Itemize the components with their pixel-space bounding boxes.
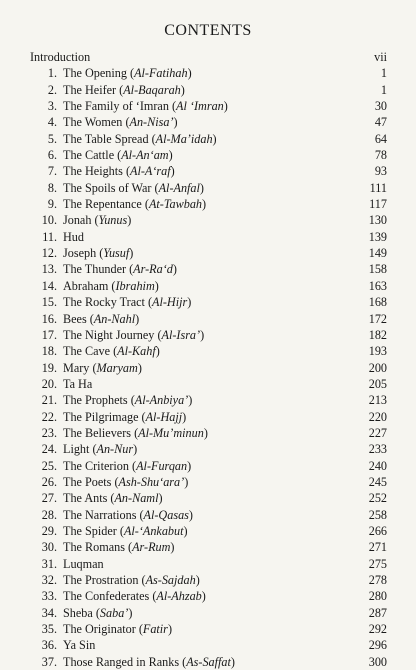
toc-entry-row: [30, 360, 387, 376]
entry-name: The Narrations: [63, 507, 137, 522]
entry-number: 12.: [41, 246, 57, 261]
entry-title: [63, 425, 363, 441]
entry-page-number: 245: [368, 474, 387, 489]
entry-transliteration: (Ar-Ra‘d): [126, 262, 177, 277]
entry-transliteration: (As-Saffat): [179, 654, 235, 669]
transliteration-text: Al-Hajj: [145, 409, 183, 424]
entry-title: [63, 539, 363, 555]
entry-name: Luqman: [63, 556, 104, 571]
entry-page-number: 292: [368, 622, 387, 637]
transliteration-text: Al-Qasas: [143, 507, 189, 522]
transliteration-text: Al-Hijr: [152, 295, 188, 310]
entry-page-number: 258: [368, 507, 387, 522]
entry-name: The Spoils of War: [63, 180, 152, 195]
entry-title: [63, 556, 363, 572]
entry-page-number: 111: [369, 180, 387, 195]
entry-page-number: 193: [368, 344, 387, 359]
entry-page-number: 271: [368, 540, 387, 555]
entry-number: 19.: [41, 360, 57, 375]
entry-name: The Opening: [63, 66, 127, 81]
entry-name: The Spider: [63, 523, 117, 538]
entry-number: 35.: [41, 622, 57, 637]
entry-number: 14.: [41, 278, 57, 293]
entry-number: 13.: [41, 262, 57, 277]
transliteration-text: Al-Furqan: [136, 458, 188, 473]
entry-transliteration: (An-Nur): [89, 442, 138, 457]
transliteration-text: An-Nur: [96, 442, 134, 457]
entry-transliteration: (At-Tawbah): [141, 197, 207, 212]
entry-page-number: 287: [368, 605, 387, 620]
entry-number: 16.: [41, 311, 57, 326]
entry-transliteration: (Al-An‘am): [114, 148, 173, 163]
entry-number: 8.: [47, 180, 57, 195]
entry-title: [63, 523, 363, 539]
entry-transliteration: (Al-Kahf): [110, 344, 160, 359]
entry-name: The Rocky Tract: [63, 295, 145, 310]
entry-page-number: 163: [368, 278, 387, 293]
entry-name: The Criterion: [63, 458, 129, 473]
intro-title: Introduction: [30, 50, 91, 64]
transliteration-text: Al-Isra’: [161, 327, 201, 342]
transliteration-text: An-Naml: [114, 491, 159, 506]
transliteration-text: Ar-Ra‘d: [133, 262, 173, 277]
toc-entry-row: [30, 556, 387, 572]
entry-page-number: 200: [368, 360, 387, 375]
toc-entry-row: [30, 82, 387, 98]
entry-page-number: 213: [368, 393, 387, 408]
entry-transliteration: (An-Nisa’): [122, 115, 178, 130]
entry-number: 5.: [47, 131, 57, 146]
entry-title: [63, 261, 363, 277]
transliteration-text: Ash-Shu‘ara’: [118, 474, 185, 489]
transliteration-text: Al-An‘am: [121, 148, 169, 163]
entry-name: The Pilgrimage: [63, 409, 139, 424]
entry-title: [63, 212, 363, 228]
transliteration-text: Al-Ma’idah: [155, 131, 213, 146]
entry-title: [63, 474, 363, 490]
toc-entry-row: [30, 261, 387, 277]
entry-name: The Women: [63, 115, 123, 130]
toc-entry-row: [30, 98, 387, 114]
entry-page-number: 64: [374, 131, 387, 146]
entry-page-number: 139: [368, 229, 387, 244]
toc-entry-row: [30, 278, 387, 294]
transliteration-text: Al-Kahf: [117, 344, 156, 359]
toc-entry-row: [30, 409, 387, 425]
entry-number: 36.: [41, 638, 57, 653]
intro-page-number: vii: [374, 50, 387, 64]
entry-page-number: 168: [368, 295, 387, 310]
transliteration-text: Al-A‘raf: [130, 164, 171, 179]
transliteration-text: Al-Fatihah: [134, 66, 188, 81]
entry-number: 4.: [47, 115, 57, 130]
entry-number: 17.: [41, 327, 57, 342]
entry-number: 31.: [41, 556, 57, 571]
entry-number: 34.: [41, 605, 57, 620]
entry-title: [63, 621, 363, 637]
toc-entry-row: [30, 425, 387, 441]
entry-number: 27.: [41, 491, 57, 506]
entry-number: 22.: [41, 409, 57, 424]
entry-number: 3.: [47, 99, 57, 114]
entry-page-number: 149: [368, 246, 387, 261]
table-of-contents: [30, 49, 387, 670]
toc-entry-row: [30, 654, 387, 670]
entry-transliteration: (Al-Furqan): [129, 458, 192, 473]
entry-page-number: 78: [374, 148, 387, 163]
entry-page-number: 182: [368, 327, 387, 342]
entry-transliteration: (Al-Anfal): [151, 180, 204, 195]
transliteration-text: Ibrahim: [115, 278, 155, 293]
entry-title: [63, 147, 363, 163]
transliteration-text: Yusuf: [103, 246, 130, 261]
entry-number: 10.: [41, 213, 57, 228]
transliteration-text: Al ‘Imran: [176, 99, 224, 114]
entry-name: The Repentance: [63, 197, 142, 212]
entry-title: [63, 311, 363, 327]
entry-title: [63, 572, 363, 588]
toc-entry-row: [30, 605, 387, 621]
transliteration-text: An-Nahl: [93, 311, 136, 326]
entry-title: [63, 180, 363, 196]
transliteration-text: As-Sajdah: [145, 573, 196, 587]
entry-title: [63, 131, 363, 147]
entry-transliteration: (Al-Ma’idah): [148, 131, 217, 146]
entry-transliteration: (Al-Ahzab): [149, 589, 206, 604]
entry-page-number: 266: [368, 523, 387, 538]
toc-entry-row: [30, 458, 387, 474]
entry-title: [63, 458, 363, 474]
entry-page-number: 227: [368, 425, 387, 440]
entry-name: Abraham: [63, 278, 109, 293]
entry-name: The Believers: [63, 425, 132, 440]
entry-page-number: 275: [368, 556, 387, 571]
transliteration-text: At-Tawbah: [148, 197, 203, 212]
entry-page-number: 1: [380, 82, 387, 97]
entry-transliteration: (Al-Hajj): [138, 409, 187, 424]
entry-transliteration: (Fatir): [135, 622, 172, 637]
entry-title: [63, 343, 363, 359]
toc-entry-row: [30, 196, 387, 212]
entry-number: 2.: [47, 82, 57, 97]
entry-number: 7.: [47, 164, 57, 179]
entry-number: 1.: [47, 66, 57, 81]
entry-number: 25.: [41, 458, 57, 473]
entry-page-number: 30: [374, 99, 387, 114]
transliteration-text: Yunus: [98, 213, 128, 228]
entry-name: The Cattle: [63, 148, 115, 163]
entry-title: [63, 392, 363, 408]
toc-entry-row: [30, 212, 387, 228]
entry-name: The Heifer: [63, 82, 117, 97]
entry-page-number: 117: [369, 197, 387, 212]
toc-entry-row: [30, 327, 387, 343]
entry-transliteration: (Al-Baqarah): [116, 82, 185, 97]
entry-title: [63, 605, 363, 621]
entry-number: 15.: [41, 295, 57, 310]
entry-title: [63, 327, 363, 343]
toc-entry-row: [30, 294, 387, 310]
entry-title: [63, 588, 363, 604]
toc-entry-row: [30, 147, 387, 163]
toc-entry-row: [30, 229, 387, 245]
entry-name: Light: [63, 442, 90, 457]
entry-number: 23.: [41, 425, 57, 440]
toc-intro-row: [30, 49, 387, 65]
entry-name: Ta Ha: [63, 376, 93, 391]
entry-name: The Table Spread: [63, 131, 149, 146]
transliteration-text: Al-Mu’minun: [138, 425, 204, 440]
toc-entry-row: [30, 311, 387, 327]
entry-name: The Night Journey: [63, 327, 155, 342]
entry-name: Those Ranged in Ranks: [63, 654, 180, 669]
entry-transliteration: (Ash-Shu‘ara’): [111, 474, 189, 489]
entry-title: [63, 245, 363, 261]
entry-transliteration: (Al ‘Imran): [168, 99, 228, 114]
toc-entry-row: [30, 490, 387, 506]
transliteration-text: Al-Anfal: [158, 180, 200, 195]
entry-page-number: 252: [368, 491, 387, 506]
entry-name: Mary: [63, 360, 90, 375]
entry-name: Bees: [63, 311, 87, 326]
transliteration-text: Ar-Rum: [132, 540, 171, 555]
entry-page-number: 47: [374, 115, 387, 130]
entry-number: 28.: [41, 507, 57, 522]
entry-title: [63, 98, 363, 114]
toc-entry-row: [30, 621, 387, 637]
entry-title: [63, 82, 363, 98]
toc-entries: [30, 65, 387, 670]
entry-page-number: 158: [368, 262, 387, 277]
entry-number: 18.: [41, 344, 57, 359]
entry-title: [63, 637, 363, 653]
toc-entry-row: [30, 572, 387, 588]
transliteration-text: An-Nisa’: [129, 115, 174, 130]
toc-entry-row: [30, 163, 387, 179]
entry-name: The Ants: [63, 491, 108, 506]
entry-transliteration: (Al-Isra’): [154, 327, 205, 342]
entry-title: [63, 490, 363, 506]
entry-title: [63, 441, 363, 457]
transliteration-text: As-Saffat: [186, 654, 231, 669]
entry-name: The Thunder: [63, 262, 127, 277]
entry-transliteration: (An-Naml): [107, 491, 163, 506]
toc-entry-row: [30, 180, 387, 196]
entry-number: 11.: [42, 229, 57, 244]
entry-number: 24.: [41, 442, 57, 457]
entry-page-number: 172: [368, 311, 387, 326]
transliteration-text: Al-Ahzab: [156, 589, 202, 604]
entry-title: [63, 163, 363, 179]
entry-number: 30.: [41, 540, 57, 555]
entry-number: 6.: [47, 148, 57, 163]
entry-transliteration: (Al-Qasas): [136, 507, 193, 522]
entry-page-number: 205: [368, 376, 387, 391]
entry-title: [63, 654, 363, 670]
entry-number: 37.: [41, 654, 57, 669]
entry-number: 32.: [41, 573, 57, 587]
entry-transliteration: (Yusuf): [96, 246, 134, 261]
entry-name: The Prophets: [63, 393, 128, 408]
entry-name: The Romans: [63, 540, 125, 555]
entry-transliteration: (Al-Anbiya’): [127, 393, 193, 408]
entry-name: Hud: [63, 229, 84, 244]
entry-transliteration: (An-Nahl): [86, 311, 140, 326]
transliteration-text: Al-Anbiya’: [134, 393, 189, 408]
toc-entry-row: [30, 523, 387, 539]
entry-transliteration: (Saba’): [92, 605, 133, 620]
entry-transliteration: (Al-‘Ankabut): [116, 523, 188, 538]
entry-title: [63, 376, 363, 392]
entry-page-number: 220: [368, 409, 387, 424]
entry-name: The Poets: [63, 474, 112, 489]
toc-entry-row: [30, 343, 387, 359]
transliteration-text: Al-‘Ankabut: [123, 523, 184, 538]
entry-title: [63, 196, 363, 212]
entry-page-number: 280: [368, 589, 387, 604]
toc-entry-row: [30, 637, 387, 653]
entry-number: 20.: [41, 376, 57, 391]
entry-name: The Cave: [63, 344, 111, 359]
entry-page-number: 296: [368, 638, 387, 653]
entry-number: 21.: [41, 393, 57, 408]
entry-transliteration: (Maryam): [89, 360, 142, 375]
entry-page-number: 240: [368, 458, 387, 473]
entry-name: The Prostration: [63, 573, 139, 587]
entry-title: [63, 294, 363, 310]
entry-title: [63, 114, 363, 130]
entry-number: 33.: [41, 589, 57, 604]
entry-title: [63, 409, 363, 425]
entry-page-number: 130: [368, 213, 387, 228]
entry-name: Sheba: [63, 605, 93, 620]
entry-transliteration: (Al-Hijr): [144, 295, 192, 310]
toc-entry-row: [30, 114, 387, 130]
toc-entry-row: [30, 507, 387, 523]
transliteration-text: Saba’: [99, 605, 129, 620]
entry-number: 9.: [47, 197, 57, 212]
entry-transliteration: (Ibrahim): [108, 278, 159, 293]
entry-transliteration: (As-Sajdah): [138, 573, 200, 587]
entry-title: [63, 360, 363, 376]
entry-name: Joseph: [63, 246, 97, 261]
transliteration-text: Al-Baqarah: [123, 82, 181, 97]
entry-page-number: 278: [368, 573, 387, 587]
entry-name: Ya Sin: [63, 638, 96, 653]
entry-name: The Originator: [63, 622, 136, 637]
page-title: CONTENTS: [164, 22, 252, 39]
entry-transliteration: (Ar-Rum): [124, 540, 175, 555]
toc-entry-row: [30, 65, 387, 81]
entry-number: 29.: [41, 523, 57, 538]
toc-entry-row: [30, 131, 387, 147]
entry-title: [63, 278, 363, 294]
entry-name: Jonah: [63, 213, 92, 228]
entry-number: 26.: [41, 474, 57, 489]
entry-page-number: 233: [368, 442, 387, 457]
transliteration-text: Fatir: [142, 622, 168, 637]
toc-entry-row: [30, 376, 387, 392]
entry-transliteration: (Yunus): [91, 213, 132, 228]
entry-transliteration: (Al-Fatihah): [126, 66, 192, 81]
entry-title: [63, 65, 363, 81]
entry-transliteration: (Al-Mu’minun): [131, 425, 208, 440]
toc-entry-row: [30, 539, 387, 555]
toc-entry-row: [30, 588, 387, 604]
entry-title: [63, 229, 363, 245]
entry-name: The Confederates: [63, 589, 150, 604]
entry-page-number: 93: [374, 164, 387, 179]
entry-title: [63, 507, 363, 523]
entry-name: The Heights: [63, 164, 123, 179]
toc-entry-row: [30, 392, 387, 408]
transliteration-text: Maryam: [96, 360, 138, 375]
entry-transliteration: (Al-A‘raf): [122, 164, 175, 179]
entry-name: The Family of ‘Imran: [63, 99, 169, 114]
entry-page-number: 1: [380, 66, 387, 81]
toc-entry-row: [30, 245, 387, 261]
entry-page-number: 300: [368, 654, 387, 669]
toc-entry-row: [30, 474, 387, 490]
toc-entry-row: [30, 441, 387, 457]
